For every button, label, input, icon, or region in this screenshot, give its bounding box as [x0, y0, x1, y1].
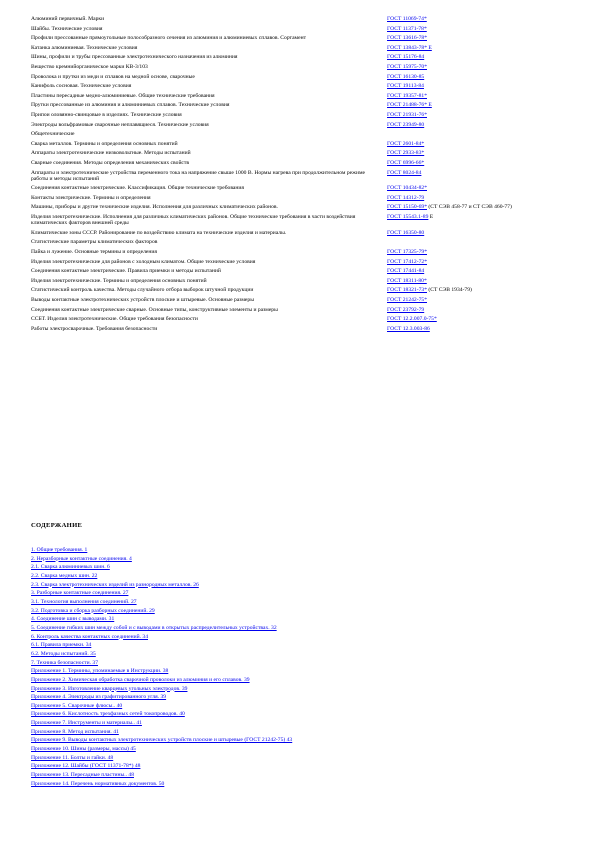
standard-title: Выводы контактные электротехнических устройств плоские и штыревые. Основные размеры — [31, 297, 254, 304]
toc-item — [31, 555, 551, 564]
standard-code-link[interactable]: ГОСТ 16350-80 — [387, 229, 425, 236]
standard-code-link[interactable]: ГОСТ 19113-84 — [387, 83, 424, 90]
toc-link[interactable]: 3. Разборные контактные соединения. 27 — [31, 590, 129, 597]
toc-link[interactable]: Приложение 7. Инструменты и материалы.. 41 — [31, 720, 142, 727]
toc-link[interactable]: 2.1. Сварка алюминиевых шин. 6 — [31, 564, 110, 571]
standard-title: Вещество кремнийорганическое марки КВ-3/103 — [31, 63, 148, 70]
toc-link[interactable]: Приложение 12. Шайбы (ГОСТ 11371-78*) 48 — [31, 763, 141, 770]
toc-item — [31, 650, 551, 659]
standard-row — [31, 297, 555, 307]
toc-link[interactable]: 3.1. Технология выполнения соединений. 27 — [31, 598, 137, 605]
standard-row — [31, 326, 555, 336]
standard-code-cell — [387, 230, 555, 240]
standard-row — [31, 54, 555, 64]
standard-title: Канифоль сосновая. Технические условия — [31, 83, 132, 90]
standard-code-link[interactable]: ГОСТ 6996-66* — [387, 159, 425, 166]
standard-row — [31, 239, 555, 249]
standard-title: Шайбы. Технические условия — [31, 25, 103, 32]
standard-code-note: (СТ СЭВ 1934-79) — [427, 287, 472, 294]
standard-code-cell — [387, 16, 555, 26]
standard-code-note: (СТ СЭВ 458-77 и СТ СЭВ 460-77) — [427, 204, 512, 211]
standard-row — [31, 249, 555, 259]
standard-title: Статистический контроль качества. Методы случайного отбора выборок штучной продукции — [31, 287, 254, 294]
standard-code-cell — [387, 287, 555, 297]
toc-link[interactable]: Приложение 13. Пересадные пластины.. 48 — [31, 772, 134, 779]
standard-code-link[interactable]: ГОСТ 13616-78* — [387, 35, 427, 42]
standard-row — [31, 204, 555, 214]
toc-item — [31, 676, 551, 685]
standard-code-link[interactable]: ГОСТ 11069-74* — [387, 16, 427, 22]
standard-code-cell — [387, 122, 555, 132]
toc-link[interactable]: 2.3. Сварка электротехнических изделий из разнородных металлов. 26 — [31, 581, 199, 588]
standard-code-cell — [387, 316, 555, 326]
toc-link[interactable]: 3.2. Подготовка и сборка разборных соединений. 29 — [31, 607, 155, 614]
toc-link[interactable]: 6.1. Правила приемки. 34 — [31, 642, 92, 649]
toc-link[interactable]: Приложение 14. Перечень нормативных документов. 50 — [31, 780, 165, 787]
standard-code-cell — [387, 249, 555, 259]
standard-code-cell — [387, 204, 555, 214]
standard-row — [31, 131, 555, 141]
standard-code-cell — [387, 278, 555, 288]
standard-code-link[interactable]: ГОСТ 15176-84 — [387, 54, 425, 61]
standard-row — [31, 64, 555, 74]
toc-link[interactable]: 1. Общие требования. 1 — [31, 547, 88, 553]
standard-title: Профили прессованные прямоугольные полособразного сечения из алюминия и алюминиевых сплавов. Сортамент — [31, 35, 307, 42]
standard-row — [31, 83, 555, 93]
toc-item — [31, 685, 551, 694]
standard-code-cell — [387, 141, 555, 151]
standards-table — [31, 16, 555, 335]
standard-code-link[interactable]: ГОСТ 17325-79* — [387, 249, 427, 256]
toc-item — [31, 693, 551, 702]
toc-link[interactable]: Приложение 6. Кислотность трехфазных сетей токопроводов. 40 — [31, 711, 185, 718]
standard-code-cell — [387, 297, 555, 307]
toc-item — [31, 641, 551, 650]
standard-code-link[interactable]: ГОСТ 17441-84 — [387, 268, 425, 275]
standard-title: Контакты электрические. Термины и определения — [31, 194, 151, 201]
standard-title: Пайка и лужение. Основные термины и определения — [31, 249, 157, 256]
standard-row — [31, 268, 555, 278]
standard-row — [31, 74, 555, 84]
standard-row — [31, 122, 555, 132]
standard-row — [31, 141, 555, 151]
standard-code-link[interactable]: ГОСТ 15975-70* — [387, 63, 427, 70]
standard-row — [31, 93, 555, 103]
standard-row — [31, 214, 555, 230]
standard-code-link[interactable]: ГОСТ 12.2.007.0-75* — [387, 316, 437, 323]
standard-code-cell — [387, 268, 555, 278]
toc-link[interactable]: Приложение 11. Болты и гайки. 48 — [31, 754, 114, 761]
standard-code-link[interactable]: ГОСТ 8024-84 — [387, 169, 422, 176]
toc-item — [31, 736, 551, 745]
toc-title: СОДЕРЖАНИЕ — [31, 522, 83, 529]
toc-item — [31, 667, 551, 676]
standard-code-link[interactable]: ГОСТ 13843-78* Е — [387, 44, 432, 51]
standard-title: Припои оловянно-свинцовые в изделиях. Технические условия — [31, 111, 182, 118]
standard-code-cell — [387, 26, 555, 36]
standard-code-link[interactable]: ГОСТ 21931-76* — [387, 111, 427, 118]
toc-item — [31, 607, 551, 616]
standard-title: Изделия электротехнические. Термины и определения основных понятий — [31, 277, 207, 284]
standard-code-cell — [387, 131, 555, 141]
toc-link[interactable]: Приложение 4. Электроды из графитированного угля. 39 — [31, 694, 167, 701]
standard-code-note: Е — [428, 214, 434, 221]
standard-code-cell — [387, 112, 555, 122]
standard-row — [31, 26, 555, 36]
standard-code-link[interactable]: ГОСТ 14312-79 — [387, 194, 425, 201]
standard-row — [31, 259, 555, 269]
standard-code-link[interactable]: ГОСТ 12.3.003-86 — [387, 325, 430, 332]
toc-item — [31, 702, 551, 711]
toc-link[interactable]: Приложение 5. Сварочные флюсы.. 40 — [31, 702, 123, 709]
standard-row — [31, 45, 555, 55]
standard-code-cell — [387, 239, 555, 249]
standard-title: Общетехнические — [31, 131, 75, 138]
toc-link[interactable]: 4. Соединение шин с выводами. 31 — [31, 616, 115, 623]
toc-item — [31, 719, 551, 728]
toc-link[interactable]: 6.2. Методы испытаний. 35 — [31, 650, 96, 657]
standard-code-cell — [387, 35, 555, 45]
toc-link[interactable]: 2.2. Сварка медных шин. 22 — [31, 572, 98, 579]
standard-title: Проволока и прутки из меди и сплавов на медной основе, сварочные — [31, 73, 195, 80]
standard-title: Статистические параметры климатических факторов — [31, 239, 158, 246]
standard-title: Машины, приборы и другие технические изделия. Исполнения для различных климатических районов. — [31, 204, 278, 211]
toc-link[interactable]: Приложение 9. Выводы контактных электротехнических устройств плоские и штыревые (ГОСТ 21242-75) 43 — [31, 737, 293, 744]
standard-title: Работы электросварочные. Требования безопасности — [31, 325, 158, 332]
toc-item — [31, 581, 551, 590]
toc-link[interactable]: Приложение 10. Шины (размеры, массы) 45 — [31, 746, 136, 753]
toc-link[interactable]: Приложение 3. Изготовление кварцевых угольных электродов. 39 — [31, 685, 188, 692]
standard-code-link[interactable]: ГОСТ 21488-76* Е — [387, 102, 432, 109]
standard-code-cell — [387, 307, 555, 317]
standard-title: Соединения контактные электрические. Правила приемки и методы испытаний — [31, 268, 221, 275]
standard-code-cell — [387, 150, 555, 160]
standard-code-link[interactable]: ГОСТ 23949-80 — [387, 121, 425, 128]
standard-code-cell — [387, 259, 555, 269]
toc-item — [31, 710, 551, 719]
standard-code-cell — [387, 160, 555, 170]
standard-title: Соединения контактные электрические. Классификация. Общие технические требования — [31, 185, 244, 192]
toc-item — [31, 572, 551, 581]
standard-row — [31, 102, 555, 112]
standard-code-link[interactable]: ГОСТ 23792-79 — [387, 306, 425, 313]
toc-item — [31, 728, 551, 737]
toc-item — [31, 598, 551, 607]
toc-link[interactable]: 2. Неразборные контактные соединения. 4 — [31, 555, 132, 562]
standard-title: Пластины пересадные медно-алюминиевые. Общие технические требования — [31, 92, 215, 99]
standard-title: ССБТ. Изделия электротехнические. Общие требования безопасности — [31, 316, 198, 323]
standard-title: Аппараты и электротехнические устройства переменного тока на напряжение свыше 1000 В. Нормы нагрева при продолжительном режиме работы и методы испытаний — [31, 169, 365, 182]
standard-code-cell — [387, 170, 555, 186]
standard-code-link[interactable]: ГОСТ 16130-85 — [387, 73, 425, 80]
toc-link[interactable]: Приложение 8. Метод испытания. 41 — [31, 728, 119, 735]
standard-row — [31, 307, 555, 317]
standard-code-link[interactable]: ГОСТ 10434-82* — [387, 185, 427, 192]
standard-code-cell — [387, 45, 555, 55]
toc-link[interactable]: 5. Соединение гибких шин между собой и с выводами в открытых распределительных устройствах. 32 — [31, 624, 277, 631]
standard-code-link[interactable]: ГОСТ 18321-73* — [387, 287, 427, 294]
standard-code-link[interactable]: ГОСТ 17412-72* — [387, 258, 427, 265]
standard-code-link[interactable]: ГОСТ 19357-81* — [387, 92, 427, 99]
standard-row — [31, 170, 555, 186]
toc-item — [31, 754, 551, 763]
standard-code-link[interactable]: ГОСТ 18311-80* — [387, 277, 427, 284]
standard-title: Аппараты электротехнические низковольтные. Методы испытаний — [31, 150, 191, 157]
standard-code-link[interactable]: ГОСТ 21242-75* — [387, 297, 427, 304]
standard-code-link[interactable]: ГОСТ 2933-83* — [387, 150, 425, 157]
toc-item — [31, 624, 551, 633]
standard-title: Соединения контактные электрические сварные. Основные типы, конструктивные элементы и размеры — [31, 306, 278, 313]
standard-row — [31, 287, 555, 297]
standard-row — [31, 316, 555, 326]
standard-code-link[interactable]: ГОСТ 11371-78* — [387, 25, 427, 32]
standard-row — [31, 150, 555, 160]
toc-item — [31, 762, 551, 771]
toc-item — [31, 615, 551, 624]
standard-title: Электроды вольфрамовые сварочные неплавящиеся. Технические условия — [31, 121, 209, 128]
standard-code-link[interactable]: ГОСТ 2601-84* — [387, 140, 425, 147]
toc-link[interactable]: 7. Техника безопасности. 37 — [31, 659, 99, 666]
standard-title: Катанка алюминиевая. Технические условия — [31, 44, 138, 51]
standard-title: Сварка металлов. Термины и определения основных понятий — [31, 140, 178, 147]
standard-row — [31, 16, 555, 26]
standard-code-link[interactable]: ГОСТ 15150-69* — [387, 204, 427, 211]
standard-code-cell — [387, 185, 555, 195]
standard-title: Прутки прессованные из алюминия и алюминиевых сплавов. Технические условия — [31, 102, 230, 109]
standard-row — [31, 278, 555, 288]
standard-title: Климатические зоны СССР. Районирование по воздействию климата на технические изделия и материалы. — [31, 229, 287, 236]
standard-code-cell — [387, 214, 555, 230]
standard-code-cell — [387, 74, 555, 84]
standard-title: Сварные соединения. Методы определения механических свойств — [31, 159, 190, 166]
standard-row — [31, 160, 555, 170]
standard-title: Шины, профили и трубы прессованные электротехнического назначения из алюминия — [31, 54, 238, 61]
standard-code-cell — [387, 93, 555, 103]
toc-item — [31, 633, 551, 642]
toc-link[interactable]: Приложение 2. Химическая обработка сварочной проволоки из алюминия и его сплавов. 39 — [31, 676, 250, 683]
standard-code-cell — [387, 102, 555, 112]
standard-row — [31, 185, 555, 195]
toc-link[interactable]: 6. Контроль качества контактных соединений. 34 — [31, 633, 149, 640]
standard-code-cell — [387, 64, 555, 74]
toc-item — [31, 563, 551, 572]
toc-link[interactable]: Приложение 1. Термины, упоминаемые в Инструкции. 38 — [31, 668, 169, 675]
standard-title: Алюминий первичный. Марки — [31, 16, 105, 22]
toc-item — [31, 771, 551, 780]
standard-row — [31, 35, 555, 45]
standard-row — [31, 112, 555, 122]
standard-title: Изделия электротехнические. Исполнения для различных климатических районов. Общие технические требования в части воздействия климатических факторов внешней среды — [31, 214, 356, 227]
toc-item — [31, 745, 551, 754]
toc-list — [31, 546, 551, 788]
standard-code-cell — [387, 83, 555, 93]
toc-item — [31, 659, 551, 668]
standard-code-cell — [387, 54, 555, 64]
toc-item — [31, 780, 551, 789]
standard-code-link[interactable]: ГОСТ 15543.1-89 — [387, 214, 429, 221]
standard-title: Изделия электротехнические для районов с холодным климатом. Общие технические условия — [31, 258, 256, 265]
toc-item — [31, 546, 551, 555]
standard-code-cell — [387, 326, 555, 336]
toc-item — [31, 589, 551, 598]
